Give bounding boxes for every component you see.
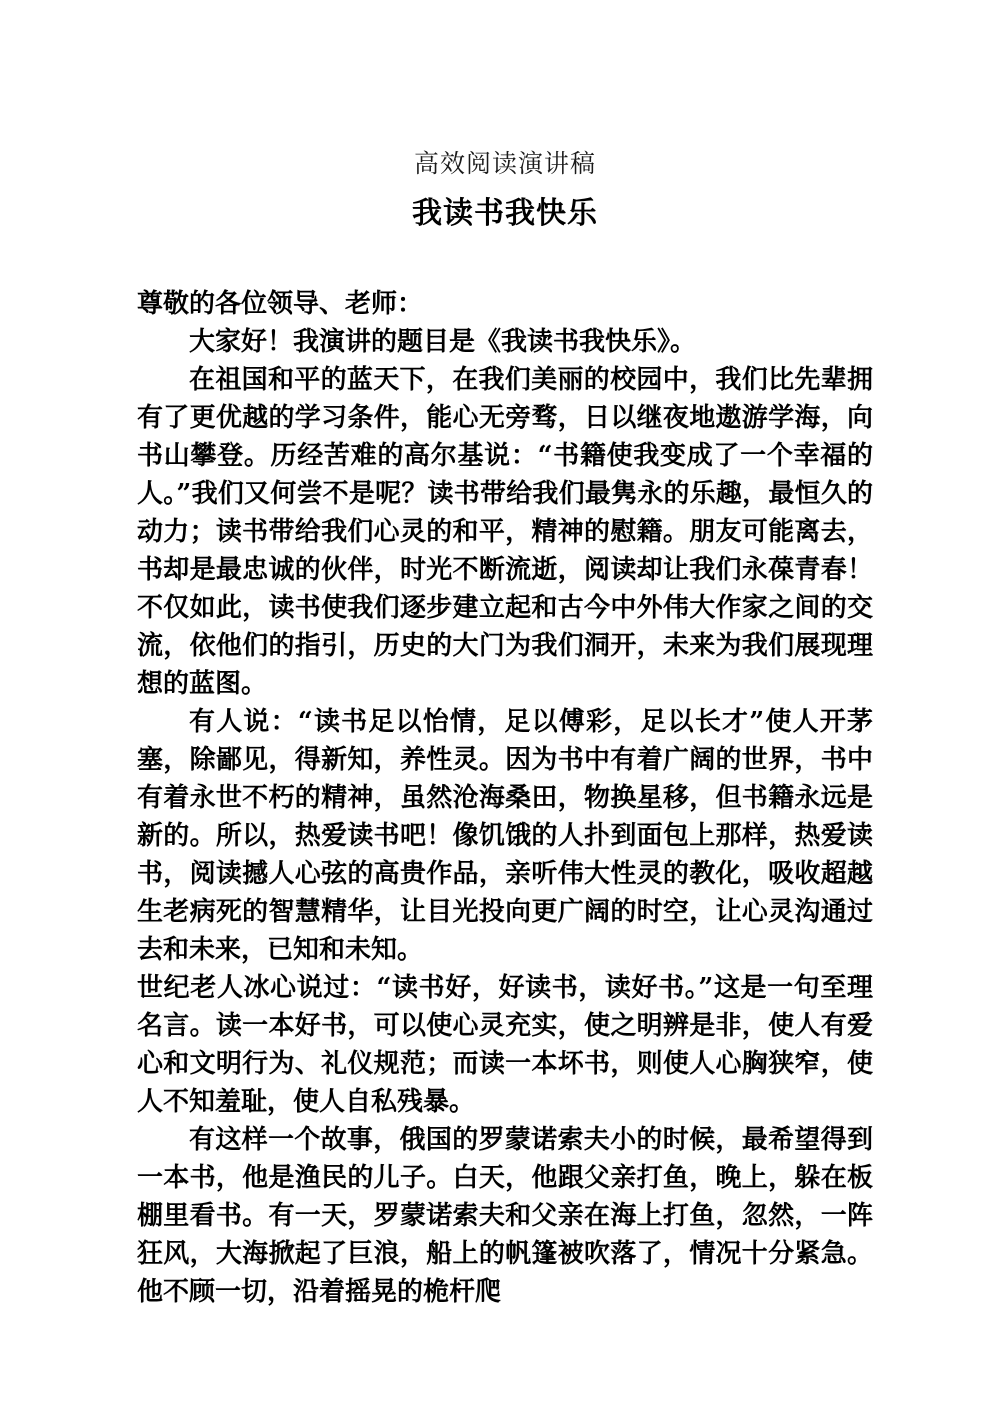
paragraph-body-1: 在祖国和平的蓝天下，在我们美丽的校园中，我们比先辈拥有了更优越的学习条件，能心无旁骛，日以继夜地遨游学海，向书山攀登。历经苦难的高尔基说：“书籍使我变成了一个幸福的人。”我们又何尝不是呢？读书带给我们最隽永的乐趣，最恒久的动力；读书带给我们心灵的和平，精神的慰籍。朋友可能离去，书却是最忠诚的伙伴，时光不断流逝，阅读却让我们永葆青春！不仅如此，读书使我们逐步建立起和古今中外伟大作家之间的交流，依他们的指引，历史的大门为我们洞开，未来为我们展现理想的蓝图。 [137, 365, 873, 699]
paragraph-container [137, 285, 873, 1311]
title-block [137, 0, 873, 239]
paragraph-body-4: 有这样一个故事，俄国的罗蒙诺索夫小的时候，最希望得到一本书，他是渔民的儿子。白天，他跟父亲打鱼，晚上，躲在板棚里看书。有一天，罗蒙诺索夫和父亲在海上打鱼，忽然，一阵狂风，大海掀起了巨浪，船上的帆篷被吹落了，情况十分紧急。他不顾一切，沿着摇晃的桅杆爬 [137, 1125, 873, 1307]
paragraph-greeting: 大家好！我演讲的题目是《我读书我快乐》。 [189, 327, 697, 357]
document-subtitle: 高效阅读演讲稿 [413, 149, 596, 178]
paragraph-body-2: 有人说：“读书足以怡情，足以傅彩，足以长才”使人开茅塞，除鄙见，得新知，养性灵。因为书中有着广阔的世界，书中有着永世不朽的精神，虽然沧海桑田，物换星移，但书籍永远是新的。所以，热爱读书吧！像饥饿的人扑到面包上那样，热爱读书，阅读撼人心弦的高贵作品，亲听伟大性灵的教化，吸收超越生老病死的智慧精华，让目光投向更广阔的时空，让心灵沟通过去和未来，已知和未知。 [137, 707, 873, 965]
paragraph-body-3: 世纪老人冰心说过：“读书好，好读书，读好书。”这是一句至理名言。读一本好书，可以使心灵充实，使之明辨是非，使人有爱心和文明行为、礼仪规范；而读一本坏书，则使人心胸狭窄，使人不知羞耻，使人自私残暴。 [137, 973, 873, 1117]
document-body [137, 0, 873, 1311]
paragraph-salutation: 尊敬的各位领导、老师： [137, 289, 424, 319]
title-spacer [137, 239, 873, 285]
document-title: 我读书我快乐 [412, 196, 598, 231]
